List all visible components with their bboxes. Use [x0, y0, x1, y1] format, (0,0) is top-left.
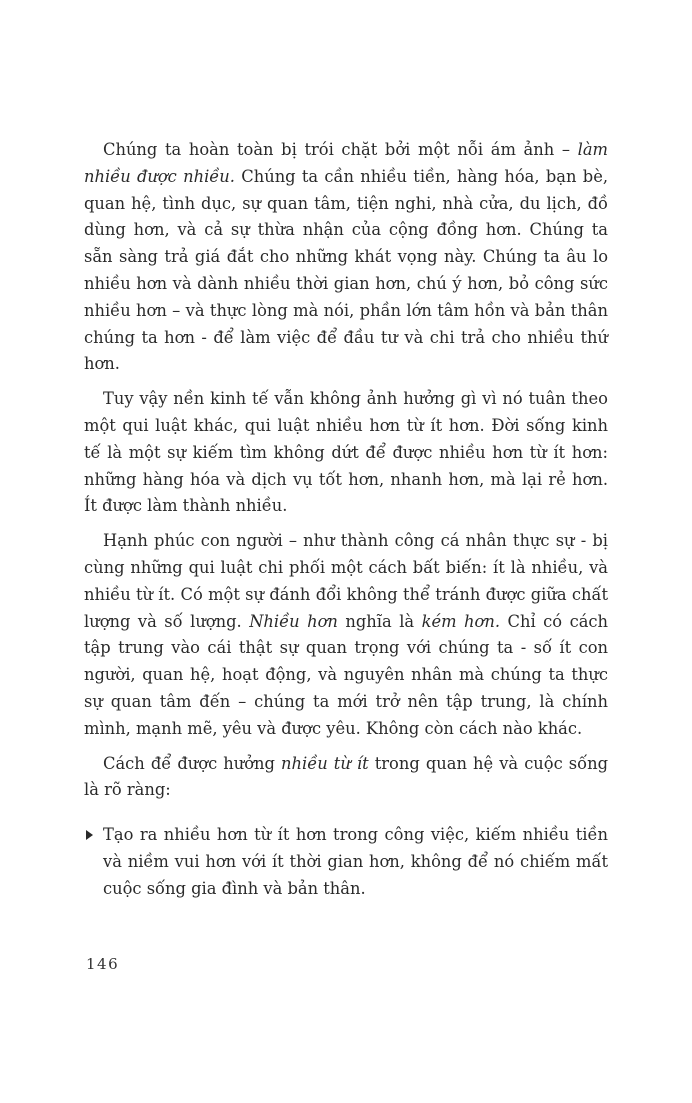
paragraph-2: Tuy vậy nền kinh tế vẫn không ảnh hưởng gì vì nó tuân theo một qui luật khác, qui luật nhiều hơn từ ít hơn. Đời sống kinh tế là một sự kiếm tìm không dứt để được nhiều hơn từ ít hơn: những hàng hóa và dịch vụ tốt hơn, nhanh hơn, mà lại rẻ hơn. Ít được làm thành nhiều. [84, 389, 608, 516]
paragraph-1: Chúng ta hoàn toàn bị trói chặt bởi một nỗi ám ảnh – làm nhiều được nhiều. Chúng ta cần nhiều tiền, hàng hóa, bạn bè, quan hệ, tình dục, sự quan tâm, tiện nghi, nhà cửa, du lịch, đồ dùng hơn, và cả sự thừa nhận của cộng đồng hơn. Chúng ta sẵn sàng trả giá đắt cho những khát vọng này. Chúng ta âu lo nhiều hơn và dành nhiều thời gian hơn, chú ý hơn, bỏ công sức nhiều hơn – và thực lòng mà nói, phần lớn tâm hồn và bản thân chúng ta hơn - để làm việc để đầu tư và chi trả cho nhiều thứ hơn. [84, 140, 609, 374]
list-item: Tạo ra nhiều hơn từ ít hơn trong công việc, kiếm nhiều tiền và niềm vui hơn với ít thời gian hơn, không để nó chiếm mất cuộc sống gia đình và bản thân. [84, 822, 608, 902]
triangle-bullet-icon [86, 830, 93, 840]
paragraph-4: Cách để được hưởng nhiều từ ít trong quan hệ và cuộc sống là rõ ràng: [84, 753, 609, 800]
paragraph-3: Hạnh phúc con người – như thành công cá nhân thực sự - bị cùng những qui luật chi phối một cách bất biến: ít là nhiều, và nhiều từ ít. Có một sự đánh đổi không thể tránh được giữa chất lượng và số lượng. Nhiều hơn nghĩa là kém hơn. Chỉ có cách tập trung vào cái thật sự quan trọng với chúng ta - số ít con người, quan hệ, hoạt động, và nguyên nhân mà chúng ta thực sự quan tâm đến – chúng ta mới trở nên tập trung, là chính mình, mạnh mẽ, yêu và được yêu. Không còn cách nào khác. [84, 531, 608, 738]
page-number: 146 [86, 955, 120, 973]
body-text [84, 137, 608, 903]
bullet-list [84, 822, 608, 902]
